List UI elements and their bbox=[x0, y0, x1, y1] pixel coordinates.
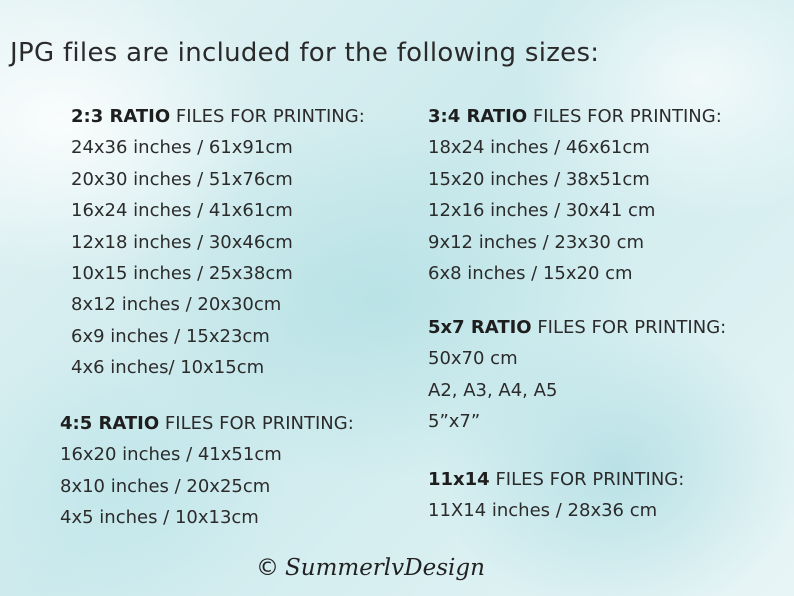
heading-label: FILES FOR PRINTING: bbox=[159, 413, 354, 434]
size-item: 4x6 inches/ 10x15cm bbox=[71, 357, 265, 379]
section-5x7-ratio bbox=[428, 312, 726, 438]
heading-ratio: 3:4 RATIO bbox=[428, 106, 528, 127]
size-item: 5”x7” bbox=[428, 411, 481, 433]
size-item: 10x15 inches / 25x38cm bbox=[71, 263, 293, 285]
size-item: 8x12 inches / 20x30cm bbox=[71, 294, 282, 316]
section-11x14 bbox=[428, 464, 684, 527]
heading-ratio: 2:3 RATIO bbox=[71, 106, 171, 127]
size-item: 16x24 inches / 41x61cm bbox=[71, 200, 293, 222]
size-item: 4x5 inches / 10x13cm bbox=[60, 507, 259, 529]
size-item: 6x8 inches / 15x20 cm bbox=[428, 263, 633, 285]
page-title: JPG files are included for the following sizes: bbox=[10, 38, 600, 68]
section-heading bbox=[71, 101, 365, 132]
copyright-footer bbox=[256, 555, 485, 581]
section-heading bbox=[428, 101, 722, 132]
size-item: 24x36 inches / 61x91cm bbox=[71, 137, 293, 159]
section-heading bbox=[428, 312, 726, 343]
section-heading bbox=[60, 408, 354, 439]
size-item: 12x16 inches / 30x41 cm bbox=[428, 200, 656, 222]
section-4-5-ratio bbox=[60, 408, 354, 534]
size-item: 8x10 inches / 20x25cm bbox=[60, 475, 271, 497]
size-item: 50x70 cm bbox=[428, 348, 518, 370]
size-item: 11X14 inches / 28x36 cm bbox=[428, 500, 658, 522]
heading-ratio: 5x7 RATIO bbox=[428, 317, 532, 338]
size-item: 18x24 inches / 46x61cm bbox=[428, 137, 650, 159]
section-3-4-ratio bbox=[428, 101, 722, 289]
heading-ratio: 4:5 RATIO bbox=[60, 413, 160, 434]
copyright-icon: © bbox=[256, 555, 279, 581]
size-item: 12x18 inches / 30x46cm bbox=[71, 231, 293, 253]
heading-label: FILES FOR PRINTING: bbox=[489, 469, 685, 490]
heading-label: FILES FOR PRINTING: bbox=[170, 106, 365, 127]
size-item: A2, A3, A4, A5 bbox=[428, 379, 558, 401]
section-2-3-ratio bbox=[71, 101, 365, 384]
size-item: 20x30 inches / 51x76cm bbox=[71, 168, 293, 190]
heading-label: FILES FOR PRINTING: bbox=[527, 106, 722, 127]
heading-label: FILES FOR PRINTING: bbox=[531, 317, 727, 338]
size-item: 15x20 inches / 38x51cm bbox=[428, 168, 650, 190]
heading-ratio: 11x14 bbox=[428, 469, 490, 490]
size-item: 6x9 inches / 15x23cm bbox=[71, 325, 270, 347]
size-item: 16x20 inches / 41x51cm bbox=[60, 444, 282, 466]
brand-name: SummerlvDesign bbox=[285, 555, 485, 581]
section-heading bbox=[428, 464, 684, 495]
size-item: 9x12 inches / 23x30 cm bbox=[428, 231, 645, 253]
